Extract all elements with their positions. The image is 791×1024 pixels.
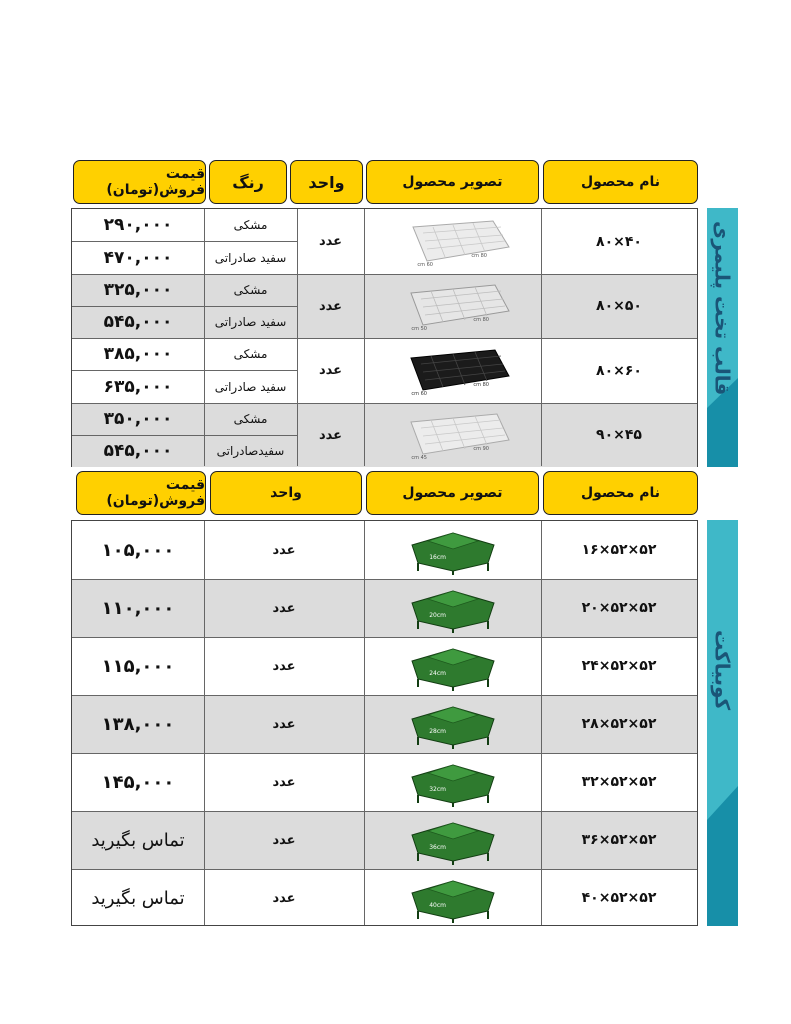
- price-cell: ۱۱۵,۰۰۰: [101, 655, 175, 677]
- price-cell: ۳۵۰,۰۰۰: [103, 409, 173, 429]
- color-cell: سفید صادراتی: [214, 379, 287, 394]
- product-name: ۵۲×۵۲×۳۶: [581, 832, 657, 848]
- product-image: [364, 811, 541, 869]
- color-cell: مشکی: [233, 283, 268, 297]
- header-unit: واحد: [210, 471, 362, 515]
- unit-cell: عدد: [318, 298, 343, 314]
- price-cell: ۶۳۵,۰۰۰: [103, 376, 173, 397]
- color-cell: سفید صادراتی: [214, 315, 287, 329]
- product-image: [364, 338, 541, 403]
- price-cell: ۱۳۸,۰۰۰: [101, 713, 175, 735]
- product-image: [364, 869, 541, 927]
- header-image: تصویر محصول: [366, 471, 539, 515]
- price-cell: تماس بگیرید: [91, 887, 185, 909]
- product-name: ۶۰×۸۰: [596, 362, 642, 379]
- svg-text:60 cm: 60 cm: [416, 261, 433, 267]
- product-name: ۵۲×۵۲×۳۲: [581, 774, 657, 790]
- product-name: ۴۰×۸۰: [596, 233, 642, 250]
- svg-text:50 cm: 50 cm: [410, 326, 427, 331]
- svg-text:80 cm: 80 cm: [470, 252, 487, 259]
- side-label-cobiax: کوبیاکت: [710, 629, 735, 711]
- color-cell: سفید صادراتی: [214, 250, 287, 265]
- unit-cell: عدد: [272, 658, 296, 674]
- svg-text:36cm: 36cm: [428, 844, 446, 851]
- pallet-price-table: [71, 208, 698, 467]
- svg-text:45 cm: 45 cm: [410, 455, 427, 460]
- svg-text:20cm: 20cm: [428, 612, 446, 619]
- header-color: رنگ: [209, 160, 287, 204]
- green-cobiax-icon: [398, 583, 508, 633]
- unit-cell: عدد: [272, 832, 296, 848]
- product-image: [364, 753, 541, 811]
- green-cobiax-icon: [398, 525, 508, 575]
- price-cell: ۳۲۵,۰۰۰: [103, 280, 173, 300]
- product-name: ۵۲×۵۲×۲۴: [581, 658, 657, 674]
- unit-cell: عدد: [318, 234, 343, 249]
- price-cell: ۲۹۰,۰۰۰: [103, 215, 173, 235]
- price-cell: ۴۷۰,۰۰۰: [103, 247, 173, 268]
- side-label-pallet: قالب تخت پلیمری: [710, 220, 735, 396]
- product-name: ۵۲×۵۲×۴۰: [581, 890, 657, 906]
- header-image: تصویر محصول: [366, 160, 539, 204]
- side-band-cobiax: [707, 520, 738, 926]
- green-cobiax-icon: [398, 641, 508, 691]
- product-image: [364, 521, 541, 579]
- product-name: ۴۵×۹۰: [596, 427, 642, 443]
- product-name: ۵۲×۵۲×۱۶: [581, 542, 657, 558]
- unit-cell: عدد: [272, 542, 296, 558]
- price-cell: ۱۱۰,۰۰۰: [101, 597, 175, 619]
- price-cell: ۱۴۵,۰۰۰: [101, 771, 175, 793]
- price-cell: ۵۴۵,۰۰۰: [103, 312, 173, 332]
- unit-cell: عدد: [318, 427, 343, 443]
- price-cell: ۱۰۵,۰۰۰: [101, 539, 175, 561]
- product-image: [364, 209, 541, 274]
- green-cobiax-icon: [398, 757, 508, 807]
- svg-text:90 cm: 90 cm: [472, 446, 489, 452]
- svg-text:80 cm: 80 cm: [472, 381, 489, 388]
- header-name: نام محصول: [543, 160, 698, 204]
- svg-text:24cm: 24cm: [428, 670, 446, 677]
- unit-cell: عدد: [272, 890, 296, 906]
- svg-text:60 cm: 60 cm: [410, 390, 427, 396]
- header-price: قیمت فروش(تومان): [73, 160, 206, 204]
- unit-cell: عدد: [318, 363, 343, 378]
- product-image: [364, 579, 541, 637]
- unit-cell: عدد: [272, 600, 296, 616]
- product-name: ۵۲×۵۲×۲۸: [581, 716, 657, 732]
- color-cell: مشکی: [233, 218, 268, 232]
- product-name: ۵۲×۵۲×۲۰: [581, 600, 657, 616]
- green-cobiax-icon: [398, 815, 508, 865]
- white-pallet-icon: [393, 217, 513, 267]
- svg-text:28cm: 28cm: [428, 728, 446, 735]
- green-cobiax-icon: [398, 873, 508, 923]
- svg-text:40cm: 40cm: [428, 902, 446, 909]
- header-name: نام محصول: [543, 471, 698, 515]
- color-cell: مشکی: [233, 347, 268, 361]
- black-pallet-icon: [393, 346, 513, 396]
- svg-text:32cm: 32cm: [428, 786, 446, 793]
- color-cell: مشکی: [233, 412, 268, 426]
- svg-text:16cm: 16cm: [428, 554, 446, 561]
- side-band-pallet: [707, 208, 738, 467]
- unit-cell: عدد: [272, 774, 296, 790]
- green-cobiax-icon: [398, 699, 508, 749]
- price-cell: ۵۴۵,۰۰۰: [103, 441, 173, 461]
- svg-text:80 cm: 80 cm: [472, 317, 489, 323]
- header-unit: واحد: [290, 160, 363, 204]
- price-cell: تماس بگیرید: [91, 829, 185, 851]
- header-price: قیمت فروش(تومان): [76, 471, 206, 515]
- color-cell: سفیدصادراتی: [216, 444, 285, 458]
- white-pallet-icon: [393, 281, 513, 331]
- product-image: [364, 637, 541, 695]
- unit-cell: عدد: [272, 716, 296, 732]
- product-image: [364, 403, 541, 467]
- product-name: ۵۰×۸۰: [596, 298, 642, 314]
- product-image: [364, 695, 541, 753]
- product-image: [364, 274, 541, 338]
- cobiax-price-table: [71, 520, 698, 926]
- price-cell: ۳۸۵,۰۰۰: [103, 344, 173, 364]
- white-pallet-icon: [393, 410, 513, 460]
